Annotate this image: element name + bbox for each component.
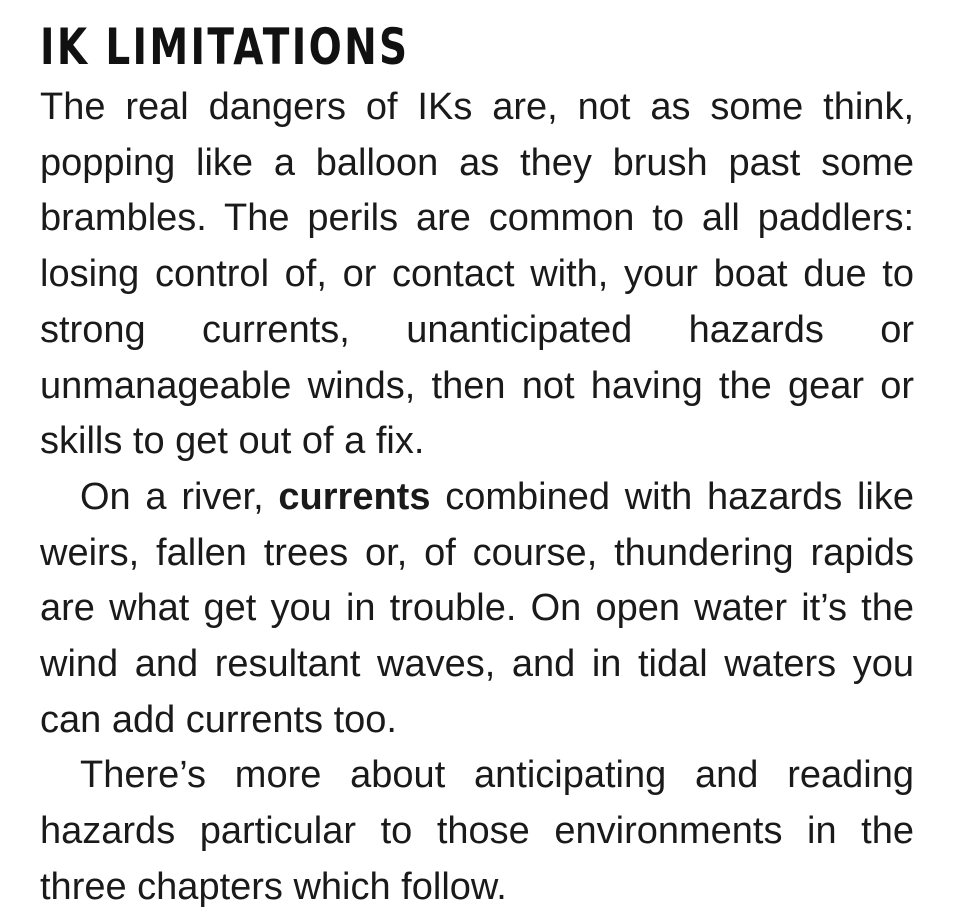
currents-emphasis: currents (278, 475, 431, 518)
page-content (40, 14, 914, 916)
paragraph-2-intro: On a river, (80, 475, 279, 518)
paragraph-1: The real dangers of IKs are, not as some think, popping like a balloon as they brush past some brambles. The perils are common to all paddlers: losing control of, or contact with, your boat due to strong currents, unanticipated hazards or unmanageable winds, then not having the gear or skills to get out of a fix. (40, 86, 914, 463)
section-heading: IK LIMITATIONS (40, 18, 410, 76)
paragraph-2 (40, 470, 914, 749)
paragraph-2-rest: combined with hazards like weirs, fallen trees or, of course, thundering rapids are what get you in trouble. On open water it’s the wind and resultant waves, and in tidal waters you can add currents too. (40, 475, 914, 741)
paragraph-3: There’s more about anticipating and reading hazards particular to those environments in the three chapters which follow. (40, 754, 914, 908)
